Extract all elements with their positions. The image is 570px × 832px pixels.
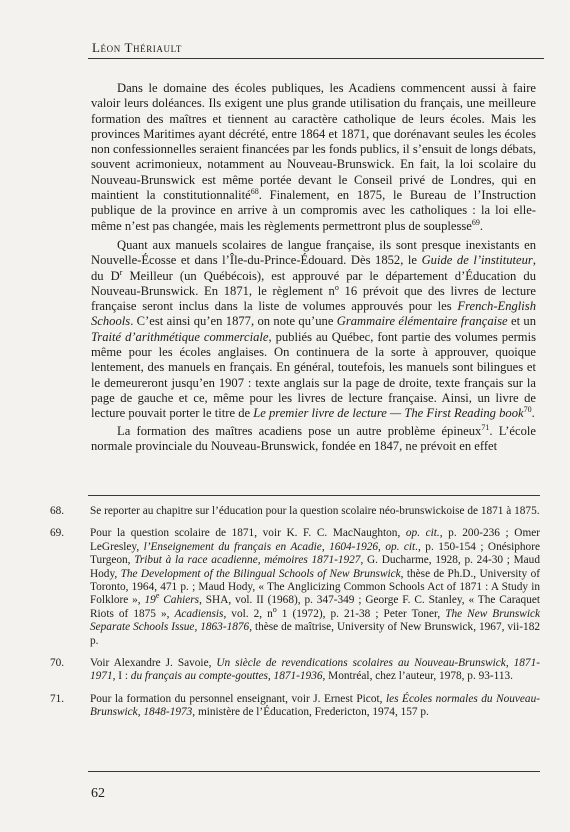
footnote-text-part: , ministère de l’Éducation, Fredericton, 1974, 157 p. [192,706,429,719]
paragraph-3 [91,424,536,455]
running-head [92,40,182,56]
citation-title: Cahiers [159,594,200,607]
citation-title: Un siècle de revendications scolaires au Nouveau-Brunswick, 1871-1971 [90,657,540,683]
footnote-text-part: , thèse de Ph.D., University of Toronto, 1964, 471 p. ; Maud Hody, « The Anglicizing Common Schools Act of 1871 : A Study in Folklore », [90,567,540,607]
superscript: e [155,591,160,601]
footnote-number: 70. [50,657,65,670]
footnote-69 [50,527,540,648]
citation-title: op. cit. [385,540,419,553]
citation-title: Tribut à la race acadienne, mémoires 1871-1927 [134,554,361,567]
header-rule [88,58,544,59]
superscript: o [334,282,339,292]
footnote-70 [50,657,540,684]
body-text [91,81,536,456]
footnote-text-part: 1 (1972), p. 21-38 ; Peter Toner, [276,607,446,620]
superscript: r [119,267,123,277]
footnote-text-part: , I : [112,670,131,683]
footnote-text-part: , [378,540,386,553]
footnote-71 [50,693,540,720]
running-head-author: Léon Thériault [92,40,182,55]
footnote-text-part: , p. 150-154 ; Onésiphore Turgeon, [90,540,540,567]
paragraph-2-text: Quant aux manuels scolaires de langue française, ils sont presque inexistants en Nouvelle-Écosse et dans l’Île-du-Prince-Édouard. Dès 1852, le [91,237,536,268]
title-grammaire: Grammaire élémentaire française [336,314,508,329]
citation-title: 19 [144,594,156,607]
footnote-text-part: , vol. 2, n [223,607,273,620]
paragraph-2-text: . C’est ainsi qu’en 1877, on note qu’une [130,314,337,329]
footnote-text [90,527,540,648]
paragraph-1-text-1: Dans le domaine des écoles publiques, les Acadiens commencent aussi à faire valoir leurs doléances. Ils exigent une plus grande utilisation du français, une meilleure formation des maîtres et tiennent au caractère catholique de leurs écoles. Mais les provinces Maritimes ayant décrété, entre 1864 et 1871, que dorénavant seules les écoles non confessionnelles seraient financées par les fonds publics, il s’ensuit de longs débats, souvent acrimonieux, notamment au Nouveau-Brunswick. En fait, la loi scolaire du Nouveau-Brunswick est même portée devant le Conseil privé de Londres, qui en maintient la constitutionnalité [91,81,536,203]
superscript: o [272,604,277,614]
title-french-english-schools: French-English Schools [91,299,536,329]
paragraph-2-text: Meilleur (un Québécois), est approuvé par le département d’Éducation du Nouveau-Brunswick. En 1871, le règlement n [91,268,536,298]
citation-title: du français au compte-gouttes, 1871-1936 [130,670,323,683]
footnote-68 [50,505,540,518]
title-guide-instituteur: Guide de l’instituteur [421,253,533,268]
paragraph-1 [91,81,536,234]
citation-title: l’Enseignement du français en Acadie, 1604-1926 [143,540,379,553]
citation-title: The New Brunswick Separate Schools Issue, 1863-1876 [90,607,540,634]
page-number: 62 [91,786,105,801]
footnote-text [90,693,540,720]
paragraph-2-text: et un [507,314,537,329]
footnote-text-part: , Montréal, chez l’auteur, 1978, p. 93-113. [322,670,514,683]
footnote-ref-69[interactable]: 69 [471,217,480,227]
citation-title: les Écoles normales du Nouveau-Brunswick, 1848-1973 [90,692,540,719]
bottom-rule [88,771,540,772]
footnote-text-part: Voir Alexandre J. Savoie, [90,657,217,670]
footnote-text-part: , G. Ducharme, 1928, p. 24-30 ; Maud Hody, [90,554,540,580]
footnote-text-part: Pour la question scolaire de 1871, voir K. F. C. MacNaughton, [90,527,406,540]
footnote-number: 69. [50,527,65,540]
citation-title: op. cit. [405,527,440,540]
footnote-number: 68. [50,505,65,517]
footnote-text-part: , SHA, vol. II (1968), p. 347-349 ; George F. C. Stanley, « The Caraquet Riots of 1875 », [90,594,541,620]
paragraph-2 [91,238,536,422]
paragraph-1-text-2: . Finalement, en 1875, le Bureau de l’Instruction publique de la province en arrive à un compromis avec les catholiques : la loi elle-même n’est pas changée, mais les règlements permettront plus de souplesse [91,188,536,233]
footnote-text-part: , p. 200-236 ; Omer LeGresley, [90,527,541,553]
footnote-text-part: Se reporter au chapitre sur l’éducation pour la question scolaire néo-brunswickoise de 1871 à 1875. [90,505,540,517]
title-premier-livre: Le premier livre de lecture — The First Reading book [253,406,524,421]
footnotes [50,505,540,729]
footnote-ref-70[interactable]: 70 [523,405,532,415]
footnote-ref-68[interactable]: 68 [250,187,259,197]
footnote-text [90,505,540,518]
paragraph-3-text: . L’école normale provinciale du Nouveau-Brunswick, fondée en 1847, ne prévoit en effet [91,423,536,453]
paragraph-3-text: La formation des maîtres acadiens pose un autre problème épineux [117,423,482,438]
paragraph-2-text: , du D [91,253,536,283]
footnote-ref-71[interactable]: 71 [481,422,490,432]
footnote-text-part: Pour la formation du personnel enseignant, voir J. Ernest Picot, [90,692,386,705]
citation-title: Acadiensis [174,607,224,620]
paragraph-1-text-3: . [479,218,484,233]
paragraph-2-text: 16 prévoit que des livres de lecture française seront inclus dans la liste de volumes approuvés pour les [91,283,536,314]
footnote-number: 71. [50,692,65,705]
citation-title: The Development of the Bilingual Schools of New Brunswick [120,567,401,580]
footnotes-rule [88,495,540,496]
paragraph-2-text: . [531,406,535,421]
paragraph-2-text: , publiés au Québec, font partie des volumes permis même pour les écoles anglaises. On continuera de la sorte à approuver, quoique lentement, des manuels en français. En général, toutefois, les manuels sont bilingues et le demeureront jusqu’en 1907 : texte anglais sur la page de droite, texte français sur la page de gauche et ce, même pour les livres de lecture française. Ainsi, un livre de lecture pouvait porter le titre de [91,329,536,421]
title-traite-arithmetique: Traité d’arithmétique commerciale [91,329,269,344]
footnote-text-part: , thèse de maîtrise, University of New Brunswick, 1967, vii-182 p. [90,621,541,647]
footnote-text [90,657,540,684]
